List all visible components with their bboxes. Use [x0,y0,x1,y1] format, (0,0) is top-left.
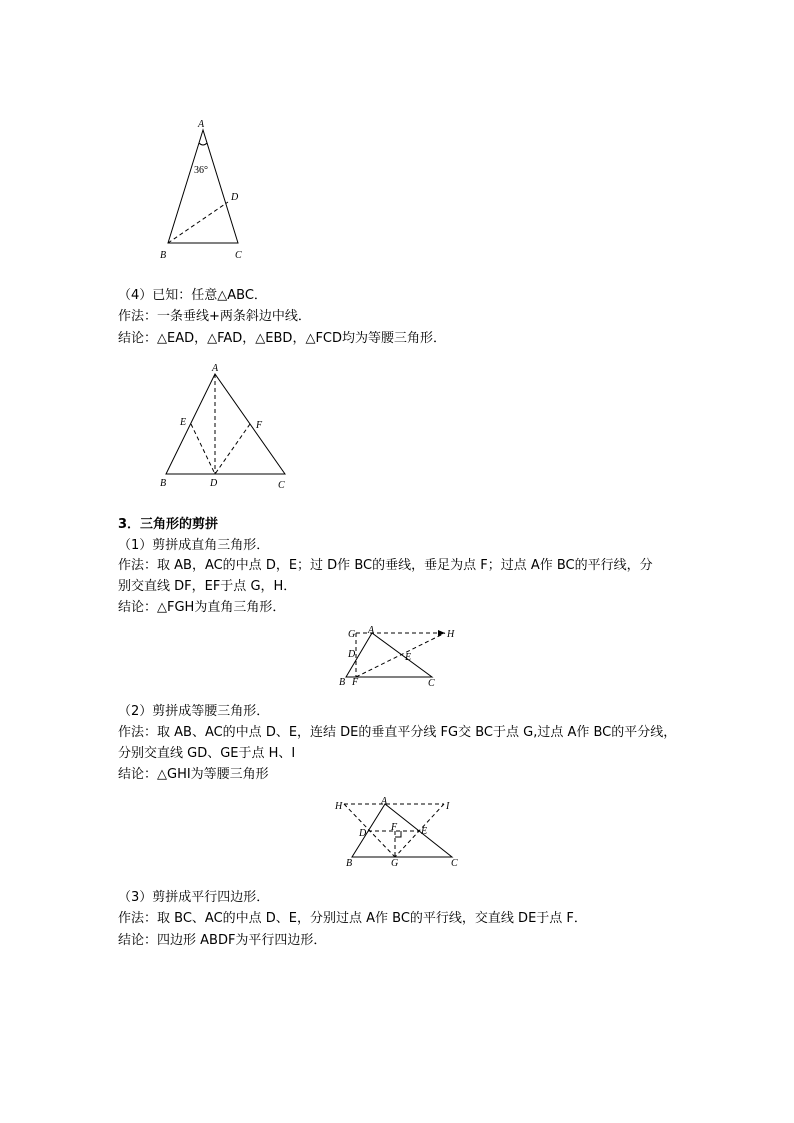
triangle-abc [168,130,238,243]
segment-ig [395,804,444,857]
label-c: C [278,480,285,491]
label-g: G [391,858,399,869]
label-a: A [368,625,375,636]
label-a: A [212,363,219,374]
angle-label: 36° [194,165,208,176]
label-f: F [256,420,263,431]
part-2-method-1: 作法：取 AB、AC的中点 D、E，连结 DE的垂直平分线 FG交 BC于点 G,过点 A作 BC的平分线， [118,725,677,740]
figure-right-triangle-cut [335,625,460,690]
arrow-head [438,630,445,636]
label-e: E [405,652,412,663]
figure-altitude-medians [155,362,300,492]
label-b: B [346,858,353,869]
label-a: A [381,796,388,807]
label-b: B [160,250,167,261]
figure-isosceles-36 [150,112,260,267]
segment-bd [168,202,228,243]
label-c: C [235,250,242,261]
section-3-heading: 3．三角形的剪拼 [118,517,219,532]
part-3-title: （3）剪拼成平行四边形． [118,890,270,905]
label-g: G [348,629,356,640]
part-1-method-1: 作法：取 AB，AC的中点 D，E；过 D作 BC的垂线，垂足为点 F；过点 A作 BC的平行线，分 [118,558,653,573]
label-c: C [428,678,435,689]
part-2-method-2: 分别交直线 GD、GE于点 H、I [118,746,296,761]
part-3-method: 作法：取 BC、AC的中点 D、E，分别过点 A作 BC的平行线，交直线 DE于点 F． [118,911,587,926]
section-4-conclusion: 结论：△EAD，△FAD，△EBD，△FCD均为等腰三角形． [118,331,447,346]
label-c: C [451,858,458,869]
part-1-title: （1）剪拼成直角三角形． [118,538,270,553]
part-3-conclusion: 结论：四边形 ABDF为平行四边形． [118,933,327,948]
label-a: A [198,119,205,130]
label-f: F [391,822,398,833]
part-1-conclusion: 结论：△FGH为直角三角形． [118,600,286,615]
section-4-title: （4）已知：任意△ABC． [118,288,267,303]
segment-ed [191,424,215,474]
label-b: B [339,677,346,688]
label-i: I [446,801,450,812]
label-h: H [335,801,343,812]
label-d: D [231,192,239,203]
label-d: D [210,478,218,489]
label-d: D [348,649,356,660]
angle-arc [199,143,207,145]
label-f: F [352,677,359,688]
figure-isosceles-cut [330,797,465,872]
label-d: D [359,828,367,839]
label-e: E [421,826,428,837]
segment-fh [356,633,445,677]
segment-fd [215,424,250,474]
label-e: E [180,417,187,428]
section-4-method: 作法：一条垂线+两条斜边中线． [118,309,311,324]
part-2-conclusion: 结论：△GHI为等腰三角形 [118,767,269,782]
label-h: H [447,629,455,640]
part-2-title: （2）剪拼成等腰三角形． [118,704,270,719]
triangle-abc [346,633,432,677]
part-1-method-2: 别交直线 DF，EF于点 G，H． [118,579,297,594]
label-b: B [160,478,167,489]
